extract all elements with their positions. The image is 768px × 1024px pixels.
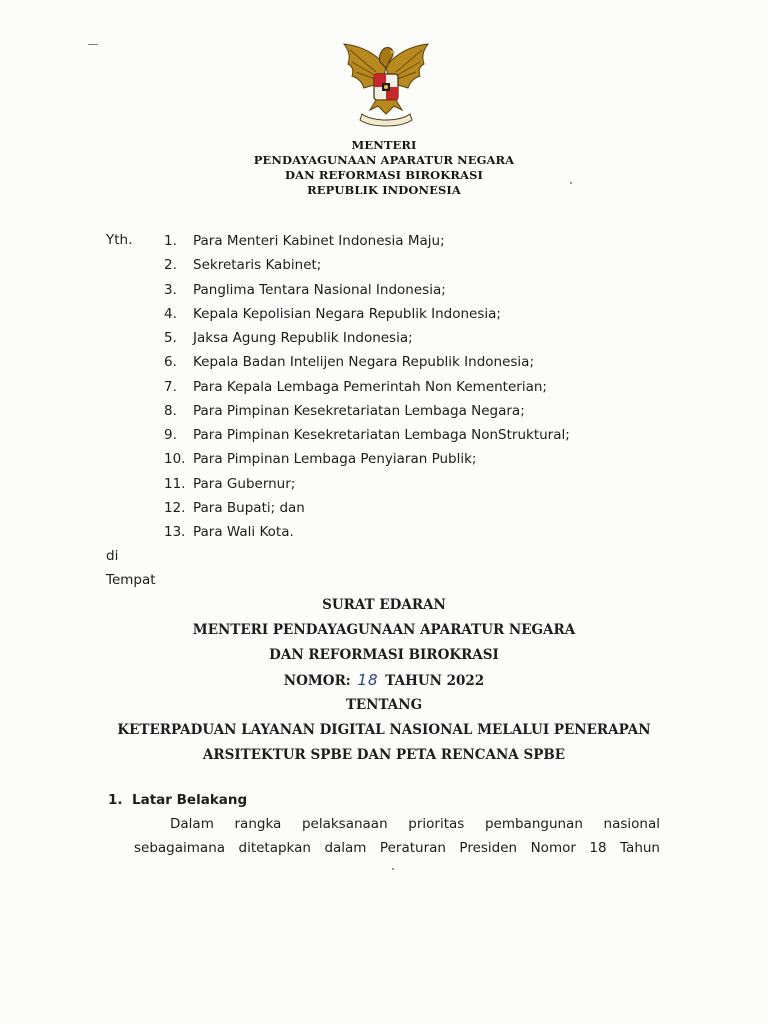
item-text: Jaksa Agung Republik Indonesia; [193, 330, 413, 346]
ministry-line: MENTERI [351, 138, 417, 152]
item-number: 13. [164, 524, 186, 540]
body-paragraph [134, 814, 660, 862]
list-item [164, 281, 570, 305]
item-number: 2. [164, 257, 177, 274]
item-text: Para Bupati; dan [193, 499, 305, 516]
list-item [164, 256, 570, 280]
place-di: di [106, 548, 119, 564]
ministry-header [0, 138, 768, 198]
item-number: 10. [164, 451, 186, 468]
item-text: Panglima Tentara Nasional Indonesia; [193, 281, 446, 298]
scan-speck [392, 868, 394, 870]
list-item [164, 353, 570, 377]
item-text: Kepala Badan Intelijen Negara Republik Indonesia; [193, 354, 534, 371]
item-number: 6. [164, 354, 177, 371]
list-item [164, 450, 570, 474]
ministry-line: REPUBLIK INDONESIA [307, 183, 461, 197]
list-item [164, 475, 570, 499]
ministry-line: PENDAYAGUNAAN APARATUR NEGARA [253, 153, 515, 167]
salutation: Yth. [106, 232, 133, 248]
document-title [0, 596, 768, 771]
paragraph-line: Dalam rangka pelaksanaan prioritas pembangunan nasional [170, 816, 660, 832]
item-text: Para Kepala Lembaga Pemerintah Non Kementerian; [193, 378, 547, 395]
item-number: 1. [164, 233, 177, 249]
list-item [164, 402, 570, 426]
nomor-prefix: NOMOR: [283, 673, 351, 689]
list-item [164, 499, 570, 523]
scan-speck [88, 44, 98, 45]
subject-line: KETERPADUAN LAYANAN DIGITAL NASIONAL MELALUI PENERAPAN [117, 722, 651, 738]
item-number: 8. [164, 402, 177, 419]
title-line: SURAT EDARAN [322, 597, 446, 613]
item-text: Para Pimpinan Lembaga Penyiaran Publik; [193, 451, 477, 468]
tentang-line: TENTANG [345, 697, 423, 713]
item-number: 11. [164, 475, 186, 492]
item-number: 7. [164, 378, 177, 395]
subject-line: ARSITEKTUR SPBE DAN PETA RENCANA SPBE [202, 747, 566, 763]
title-line: MENTERI PENDAYAGUNAAN APARATUR NEGARA [192, 622, 576, 638]
item-text: Para Pimpinan Kesekretariatan Lembaga NonStruktural; [193, 427, 570, 443]
item-text: Para Wali Kota. [193, 524, 294, 540]
section-number: 1. [108, 792, 123, 808]
item-text: Para Pimpinan Kesekretariatan Lembaga Negara; [193, 402, 525, 419]
item-text: Sekretaris Kabinet; [193, 257, 322, 274]
title-line: DAN REFORMASI BIROKRASI [269, 647, 499, 663]
item-text: Para Gubernur; [193, 475, 296, 492]
paragraph-line: sebagaimana ditetapkan dalam Peraturan Presiden Nomor 18 Tahun [134, 840, 660, 856]
list-item [164, 329, 570, 353]
nomor-line [0, 671, 768, 696]
item-number: 3. [164, 281, 177, 298]
list-item [164, 378, 570, 402]
recipient-list [164, 232, 570, 547]
section-title: Latar Belakang [132, 792, 248, 808]
nomor-suffix: TAHUN 2022 [385, 673, 485, 689]
list-item [164, 426, 570, 450]
garuda-pancasila-icon [336, 36, 436, 132]
section-heading [108, 792, 247, 808]
item-number: 4. [164, 305, 177, 322]
item-text: Kepala Kepolisian Negara Republik Indonesia; [193, 305, 501, 322]
list-item [164, 305, 570, 329]
item-number: 9. [164, 427, 177, 443]
scan-speck [570, 182, 572, 184]
item-text: Para Menteri Kabinet Indonesia Maju; [193, 233, 445, 249]
ministry-line: DAN REFORMASI BIROKRASI [285, 168, 483, 182]
handwritten-number: 18 [357, 671, 379, 689]
list-item [164, 523, 570, 547]
list-item [164, 232, 570, 256]
item-number: 12. [164, 499, 186, 516]
item-number: 5. [164, 330, 177, 346]
place-tempat: Tempat [106, 572, 156, 588]
